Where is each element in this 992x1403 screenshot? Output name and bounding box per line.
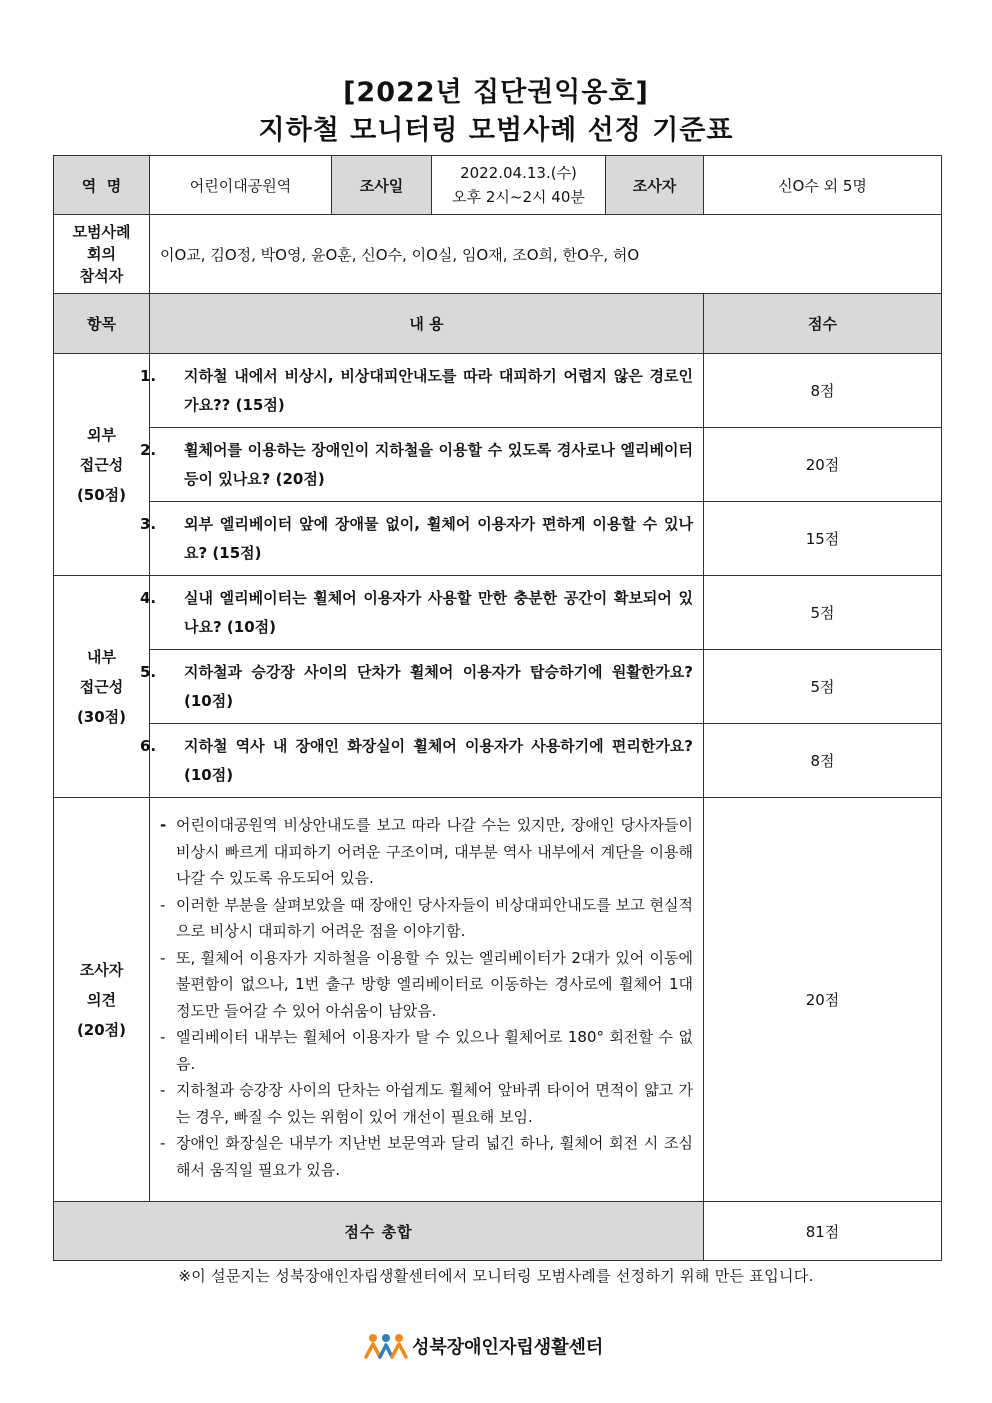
- question-2: [140, 428, 704, 502]
- opinion-bullet: [160, 945, 693, 1025]
- total-score: 81점: [704, 1202, 942, 1261]
- dash-marker: -: [160, 816, 167, 834]
- dash-marker: -: [160, 1081, 166, 1099]
- question-number: 5.: [140, 662, 157, 681]
- attendees-label-line: 참석자: [79, 267, 124, 285]
- category-line: (30점): [76, 707, 127, 726]
- question-row: [54, 502, 942, 576]
- score-2: 20점: [704, 428, 942, 502]
- date-line-1: 2022.04.13.(수): [460, 164, 577, 182]
- criteria-table: [53, 155, 942, 1261]
- score-3: 15점: [704, 502, 942, 576]
- opinion-text: 엘리베이터 내부는 휠체어 이용자가 탈 수 있으나 휠체어로 180° 회전할 수 없음.: [176, 1028, 693, 1073]
- attendees-label-line: 모범사례: [72, 223, 131, 241]
- opinion-text: 이러한 부분을 살펴보았을 때 장애인 당사자들이 비상대피안내도를 보고 현실적으로 비상시 대피하기 어려운 점을 이야기함.: [176, 895, 693, 940]
- investigator-label: 조사자: [606, 156, 704, 215]
- header-row: [54, 294, 942, 354]
- opinion-text: 어린이대공원역 비상안내도를 보고 따라 나갈 수는 있지만, 장애인 당사자들이 비상시 빠르게 대피하기 어려운 구조이며, 대부분 역사 내부에서 계단을 이용해 나갈 수 있도록 유도되어 있음.: [176, 816, 693, 887]
- question-row: [54, 428, 942, 502]
- question-3: [140, 502, 704, 576]
- question-number: 1.: [140, 366, 157, 385]
- question-row: [54, 576, 942, 650]
- attendees-label: [54, 215, 150, 294]
- info-row: [54, 156, 942, 215]
- title-line-2: 지하철 모니터링 모범사례 선정 기준표: [258, 115, 734, 146]
- score-5: 5점: [704, 650, 942, 724]
- opinion-bullet: [160, 812, 693, 892]
- opinion-text: 지하철과 승강장 사이의 단차는 아쉽게도 휠체어 앞바퀴 타이어 면적이 얇고 가는 경우, 빠질 수 있는 위험이 있어 개선이 필요해 보임.: [176, 1081, 693, 1126]
- station-label: 역 명: [54, 156, 150, 215]
- dash-marker: -: [160, 1134, 166, 1152]
- opinion-row: [54, 798, 942, 1202]
- attendees-value: 이O교, 김O정, 박O영, 윤O훈, 신O수, 이O실, 임O재, 조O희, 한O우, 허O: [150, 215, 942, 294]
- document-title: [0, 74, 992, 150]
- question-text: 지하철 내에서 비상시, 비상대피안내도를 따라 대피하기 어렵지 않은 경로인가요?? (15점): [184, 366, 693, 414]
- opinion-bullet: [160, 1024, 693, 1077]
- question-text: 지하철과 승강장 사이의 단차가 휠체어 이용자가 탑승하기에 원활한가요? (10점): [184, 662, 693, 710]
- opinion-label-line: (20점): [76, 1020, 127, 1039]
- category-internal: [54, 576, 150, 798]
- category-line: (50점): [76, 485, 127, 504]
- question-row: [54, 354, 942, 428]
- question-text: 외부 엘리베이터 앞에 장애물 없이, 휠체어 이용자가 편하게 이용할 수 있나요? (15점): [184, 514, 693, 562]
- opinion-label: [54, 798, 150, 1202]
- date-value: [432, 156, 606, 215]
- category-line: 접근성: [79, 455, 124, 474]
- question-row: [54, 724, 942, 798]
- people-logo-icon: [364, 1333, 408, 1359]
- opinion-bullet: [160, 1130, 693, 1183]
- question-number: 6.: [140, 736, 157, 755]
- score-4: 5점: [704, 576, 942, 650]
- date-label: 조사일: [332, 156, 432, 215]
- question-number: 2.: [140, 440, 157, 459]
- category-line: 접근성: [79, 677, 124, 696]
- footnote: ※이 설문지는 성북장애인자립생활센터에서 모니터링 모범사례를 선정하기 위해 만든 표입니다.: [178, 1267, 814, 1285]
- total-row: [54, 1202, 942, 1261]
- header-content: 내 용: [150, 294, 704, 354]
- header-score: 점수: [704, 294, 942, 354]
- question-4: [140, 576, 704, 650]
- question-number: 3.: [140, 514, 157, 533]
- score-6: 8점: [704, 724, 942, 798]
- question-number: 4.: [140, 588, 157, 607]
- opinion-bullet: [160, 1077, 693, 1130]
- category-line: 외부: [87, 425, 116, 444]
- question-text: 휠체어를 이용하는 장애인이 지하철을 이용할 수 있도록 경사로나 엘리베이터 등이 있나요? (20점): [184, 440, 693, 488]
- opinion-text: 또, 휠체어 이용자가 지하철을 이용할 수 있는 엘리베이터가 2대가 있어 이동에 불편함이 없으나, 1번 출구 방향 엘리베이터로 이동하는 경사로에 휠체어 1대 정도만 들어갈 수 있어 아쉬움이 남았음.: [176, 948, 693, 1020]
- dash-marker: -: [160, 948, 166, 967]
- opinion-label-line: 조사자: [79, 960, 124, 979]
- title-line-1: [2022년 집단권익옹호]: [343, 77, 649, 108]
- dash-marker: -: [160, 1028, 166, 1046]
- question-6: [140, 724, 704, 798]
- header-item: 항목: [54, 294, 150, 354]
- question-row: [54, 650, 942, 724]
- category-line: 내부: [87, 647, 116, 666]
- investigator-value: 신O수 외 5명: [704, 156, 942, 215]
- question-text: 지하철 역사 내 장애인 화장실이 휠체어 이용자가 사용하기에 편리한가요? (10점): [184, 736, 693, 784]
- category-external: [54, 354, 150, 576]
- opinion-bullet: [160, 892, 693, 945]
- opinion-content: [150, 798, 704, 1202]
- logo-text: 성북장애인자립생활센터: [412, 1337, 604, 1358]
- total-label: 점수 총합: [54, 1202, 704, 1261]
- question-text: 실내 엘리베이터는 휠체어 이용자가 사용할 만한 충분한 공간이 확보되어 있나요? (10점): [184, 588, 693, 636]
- score-1: 8점: [704, 354, 942, 428]
- station-value: 어린이대공원역: [150, 156, 332, 215]
- question-5: [140, 650, 704, 724]
- attendees-label-line: 회의: [87, 245, 116, 263]
- attendees-row: [54, 215, 942, 294]
- opinion-label-line: 의견: [87, 990, 116, 1009]
- organization-logo: [364, 1333, 603, 1359]
- question-1: [140, 354, 704, 428]
- opinion-text: 장애인 화장실은 내부가 지난번 보문역과 달리 넓긴 하나, 휠체어 회전 시 조심해서 움직일 필요가 있음.: [176, 1134, 693, 1179]
- date-line-2: 오후 2시~2시 40분: [452, 188, 585, 206]
- dash-marker: -: [160, 895, 166, 914]
- opinion-score: 20점: [704, 798, 942, 1202]
